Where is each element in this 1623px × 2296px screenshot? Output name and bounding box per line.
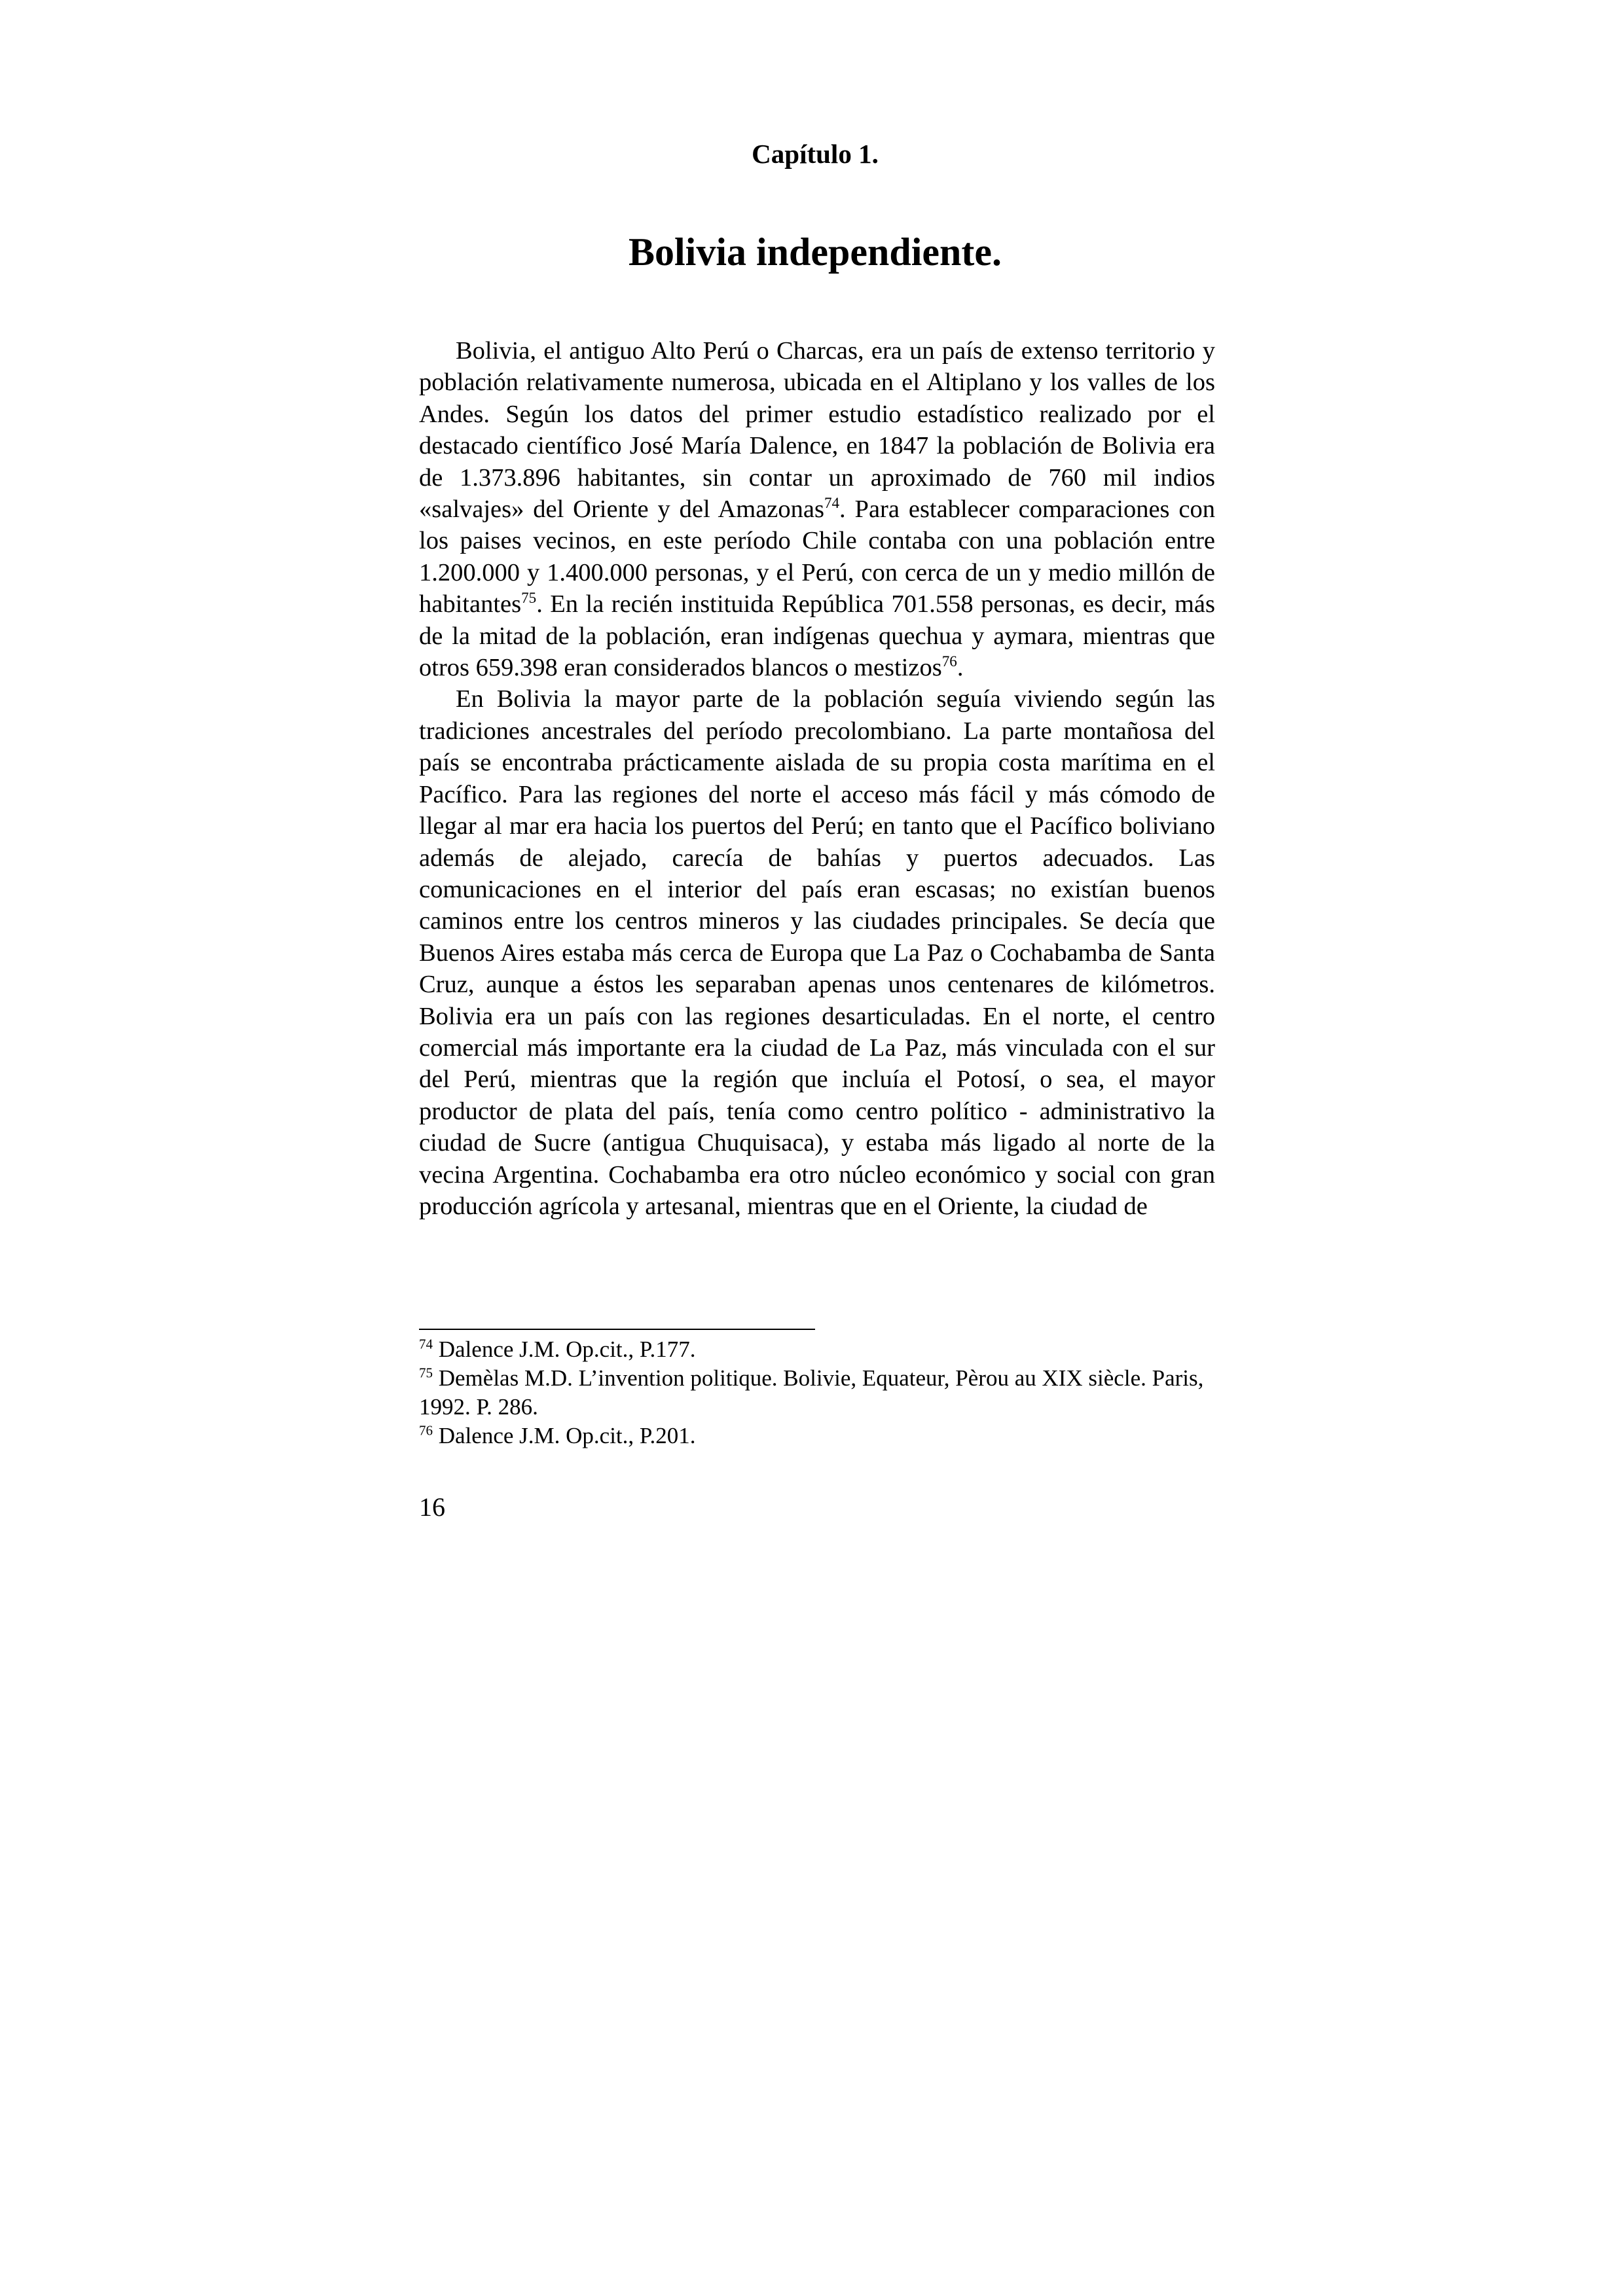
body-paragraph	[419, 335, 1215, 683]
body-text	[419, 335, 1215, 1222]
footnote-item	[419, 1335, 1215, 1364]
footnote-text: Demèlas M.D. L’invention politique. Bolivie, Equateur, Pèrou au XIX siècle. Paris, 1992. P. 286.	[419, 1365, 1204, 1420]
paragraph-text: .	[957, 654, 964, 682]
page-number: 16	[419, 1492, 445, 1522]
footnote-reference[interactable]: 74	[824, 494, 840, 512]
footnote-text: Dalence J.M. Op.cit., P.177.	[433, 1336, 696, 1362]
footnote-divider	[419, 1329, 815, 1330]
paragraph-text: . Para establecer comparaciones con los paises vecinos, en este período Chile contaba con una población entre 1.200.000 y 1.400.000 personas, y el Perú, con cerca de un y medio millón de habitantes	[419, 495, 1215, 619]
footnote-item	[419, 1364, 1215, 1422]
paragraph-text: En Bolivia la mayor parte de la población seguía viviendo según las tradiciones ancestrales del período precolombiano. La parte montañosa del país se encontraba prácticamente aislada de su propia costa marítima en el Pacífico. Para las regiones del norte el acceso más fácil y más cómodo de llegar al mar era hacia los puertos del Perú; en tanto que el Pacífico boliviano además de alejado, carecía de bahías y puertos adecuados. Las comunicaciones en el interior del país eran escasas; no existían buenos caminos entre los centros mineros y las ciudades principales. Se decía que Buenos Aires estaba más cerca de Europa que La Paz o Cochabamba de Santa Cruz, aunque a éstos les separaban apenas unos centenares de kilómetros. Bolivia era un país con las regiones desarticuladas. En el norte, el centro comercial más importante era la ciudad de La Paz, más vinculada con el sur del Perú, mientras que la región que incluía el Potosí, o sea, el mayor productor de plata del país, tenía como centro político - administrativo la ciudad de Sucre (antigua Chuquisaca), y estaba más ligado al norte de la vecina Argentina. Cochabamba era otro núcleo económico y social con gran producción agrícola y artesanal, mientras que en el Oriente, la ciudad de	[419, 685, 1215, 1220]
chapter-title: Bolivia independiente.	[628, 230, 1002, 274]
footnote-number: 75	[419, 1365, 433, 1381]
paragraph-text: . En la recién instituida República 701.558 personas, es decir, más de la mitad de la población, eran indígenas quechua y aymara, mientras que otros 659.398 eran considerados blancos o mestizos	[419, 590, 1215, 682]
footnote-reference[interactable]: 75	[521, 589, 537, 607]
paragraph-text: Bolivia, el antiguo Alto Perú o Charcas, era un país de extenso territorio y población relativamente numerosa, ubicada en el Altiplano y los valles de los Andes. Según los datos del primer estudio estadístico realizado por el destacado científico José María Dalence, en 1847 la población de Bolivia era de 1.373.896 habitantes, sin contar un aproximado de 760 mil indios «salvajes» del Oriente y del Amazonas	[419, 337, 1215, 524]
footnote-item	[419, 1422, 1215, 1450]
footnote-number: 74	[419, 1336, 433, 1352]
footnote-text: Dalence J.M. Op.cit., P.201.	[433, 1423, 696, 1448]
footnotes	[419, 1335, 1215, 1450]
footnote-number: 76	[419, 1422, 433, 1439]
body-paragraph	[419, 683, 1215, 1222]
footnote-reference[interactable]: 76	[941, 653, 957, 670]
chapter-label: Capítulo 1.	[752, 139, 879, 169]
